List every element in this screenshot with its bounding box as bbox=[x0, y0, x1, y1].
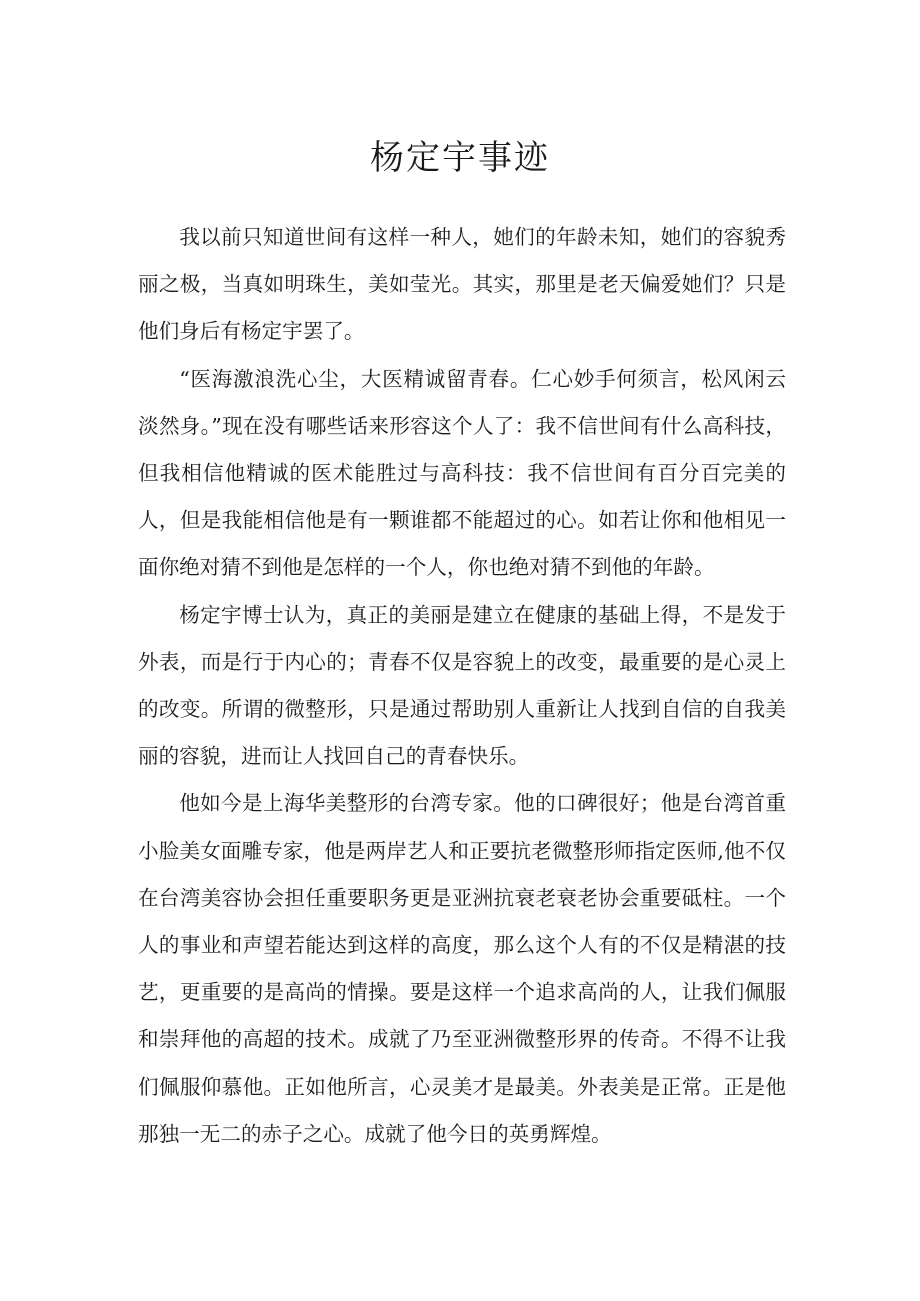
document-title: 杨定宇事迹 bbox=[370, 138, 550, 178]
paragraph-2: “医海激浪洗心尘，大医精诚留青春。仁心妙手何须言，松风闲云淡然身。”现在没有哪些话来形容这个人了：我不信世间有什么高科技，但我相信他精诚的医术能胜过与高科技：我不信世间有百分百完美的人，但是我能相信他是有一颗谁都不能超过的心。如若让你和他相见一面你绝对猜不到他是怎样的一个人，你也绝对猜不到他的年龄。 bbox=[138, 366, 786, 580]
paragraph-1: 我以前只知道世间有这样一种人，她们的年龄未知，她们的容貌秀丽之极，当真如明珠生，美如莹光。其实，那里是老天偏爱她们？只是他们身后有杨定宇罢了。 bbox=[138, 225, 786, 344]
document-body bbox=[138, 214, 786, 1158]
paragraph-3: 杨定宇博士认为，真正的美丽是建立在健康的基础上得，不是发于外表，而是行于内心的；青春不仅是容貌上的改变，最重要的是心灵上的改变。所谓的微整形，只是通过帮助别人重新让人找到自信的自我美丽的容貌，进而让人找回自己的青春快乐。 bbox=[138, 602, 786, 769]
paragraph-4: 他如今是上海华美整形的台湾专家。他的口碑很好；他是台湾首重小脸美女面雕专家，他是两岸艺人和正要抗老微整形师指定医师,他不仅在台湾美容协会担任重要职务更是亚洲抗衰老衰老协会重要砥柱。一个人的事业和声望若能达到这样的高度，那么这个人有的不仅是精湛的技艺，更重要的是高尚的情操。要是这样一个追求高尚的人，让我们佩服和崇拜他的高超的技术。成就了乃至亚洲微整形界的传奇。不得不让我们佩服仰慕他。正如他所言，心灵美才是最美。外表美是正常。正是他那独一无二的赤子之心。成就了他今日的英勇辉煌。 bbox=[138, 791, 786, 1146]
